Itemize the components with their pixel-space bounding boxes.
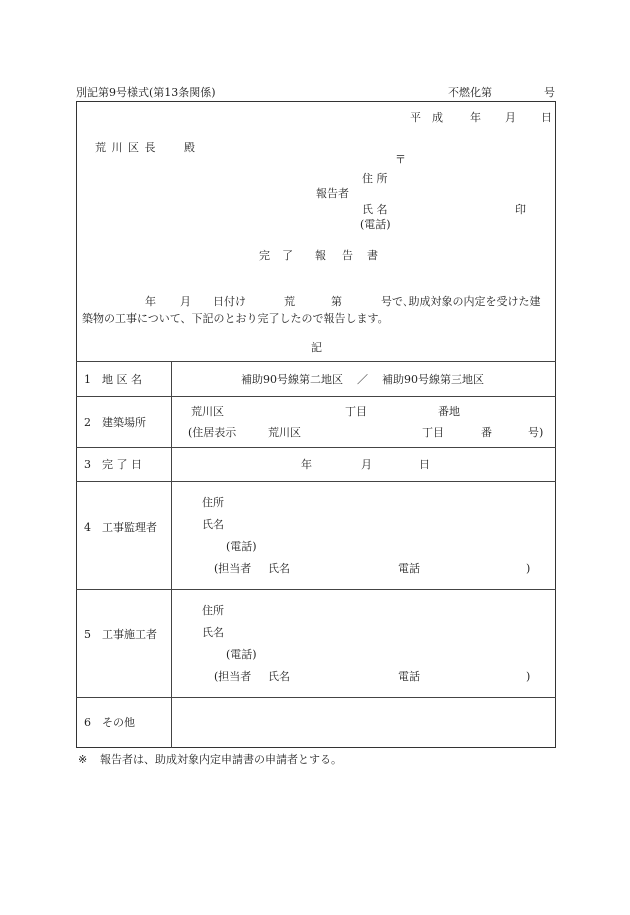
site-banchi: 番地 — [438, 405, 460, 418]
table-line-4 — [76, 481, 556, 482]
contractor-contact: (担当者 — [214, 670, 252, 683]
supervisor-address: 住所 — [202, 496, 224, 509]
completion-label: 3 完 了 日 — [84, 458, 142, 471]
report-title-3: 報 — [315, 249, 326, 262]
date-era2: 成 — [432, 111, 443, 124]
site-jukyo: (住居表示 — [188, 426, 237, 439]
other-label: 6 その他 — [84, 716, 135, 729]
contractor-phone: (電話) — [226, 648, 257, 661]
table-line-2 — [76, 396, 556, 397]
reporter-address-label: 住 所 — [362, 172, 388, 185]
supervisor-contact: (担当者 — [214, 562, 252, 575]
ki-heading: 記 — [311, 341, 322, 354]
completion-day: 日 — [419, 458, 430, 471]
date-month: 月 — [505, 111, 516, 124]
table-top-line — [76, 361, 556, 362]
body-dai: 第 — [331, 295, 342, 308]
contractor-contact-name: 氏名 — [268, 670, 290, 683]
site-ward-2: 荒川区 — [268, 426, 301, 439]
doc-number-suffix: 号 — [544, 86, 555, 99]
date-day: 日 — [541, 111, 552, 124]
contractor-address: 住所 — [202, 604, 224, 617]
body-dated: 日付け — [213, 295, 246, 308]
table-line-6 — [76, 697, 556, 698]
table-line-3 — [76, 447, 556, 448]
doc-number-label: 不燃化第 — [448, 86, 492, 99]
reporter-role: 報告者 — [316, 187, 349, 200]
district-value-2: 補助90号線第三地区 — [382, 373, 484, 386]
report-title-1: 完 — [259, 249, 270, 262]
body-year: 年 — [145, 295, 156, 308]
body-line2: 築物の工事について、下記のとおり完了したので報告します。 — [82, 312, 389, 325]
table-column-divider — [171, 361, 172, 748]
report-title-5: 書 — [367, 249, 378, 262]
reporter-phone: (電話) — [360, 218, 391, 231]
footnote-mark: ※ — [78, 753, 88, 766]
site-chome-2: 丁目 — [422, 426, 444, 439]
body-month: 月 — [180, 295, 191, 308]
supervisor-contact-name: 氏名 — [268, 562, 290, 575]
date-year: 年 — [470, 111, 481, 124]
supervisor-close: ) — [526, 562, 531, 575]
footnote-text: 報告者は、助成対象内定申請書の申請者とする。 — [100, 753, 342, 766]
body-ara: 荒 — [284, 295, 295, 308]
site-ward: 荒川区 — [191, 405, 224, 418]
report-title-4: 告 — [342, 249, 353, 262]
report-title-2: 了 — [282, 249, 293, 262]
reporter-name-label: 氏 名 — [362, 203, 388, 216]
contractor-close: ) — [526, 670, 531, 683]
site-go: 号) — [528, 426, 544, 439]
date-era: 平 — [410, 111, 421, 124]
supervisor-label: 4 工事監理者 — [84, 521, 157, 534]
district-value-1: 補助90号線第二地区 — [241, 373, 343, 386]
postal-mark: 〒 — [395, 153, 406, 166]
contractor-contact-phone: 電話 — [398, 670, 420, 683]
district-separator: ／ — [357, 373, 368, 386]
contractor-name: 氏名 — [202, 626, 224, 639]
site-chome: 丁目 — [345, 405, 367, 418]
body-line1-rest: 号で､助成対象の内定を受けた建 — [381, 295, 541, 308]
reporter-seal: 印 — [515, 203, 526, 216]
form-id: 別記第9号様式(第13条関係) — [76, 86, 216, 99]
addressee-name: 荒 川 区 長 — [95, 141, 157, 154]
completion-month: 月 — [361, 458, 372, 471]
site-label: 2 建築場所 — [84, 416, 146, 429]
contractor-label: 5 工事施工者 — [84, 628, 157, 641]
district-label: 1 地 区 名 — [84, 373, 142, 386]
completion-year: 年 — [301, 458, 312, 471]
table-line-5 — [76, 589, 556, 590]
site-ban: 番 — [481, 426, 492, 439]
supervisor-phone: (電話) — [226, 540, 257, 553]
addressee-honorific: 殿 — [184, 141, 195, 154]
supervisor-name: 氏名 — [202, 518, 224, 531]
supervisor-contact-phone: 電話 — [398, 562, 420, 575]
